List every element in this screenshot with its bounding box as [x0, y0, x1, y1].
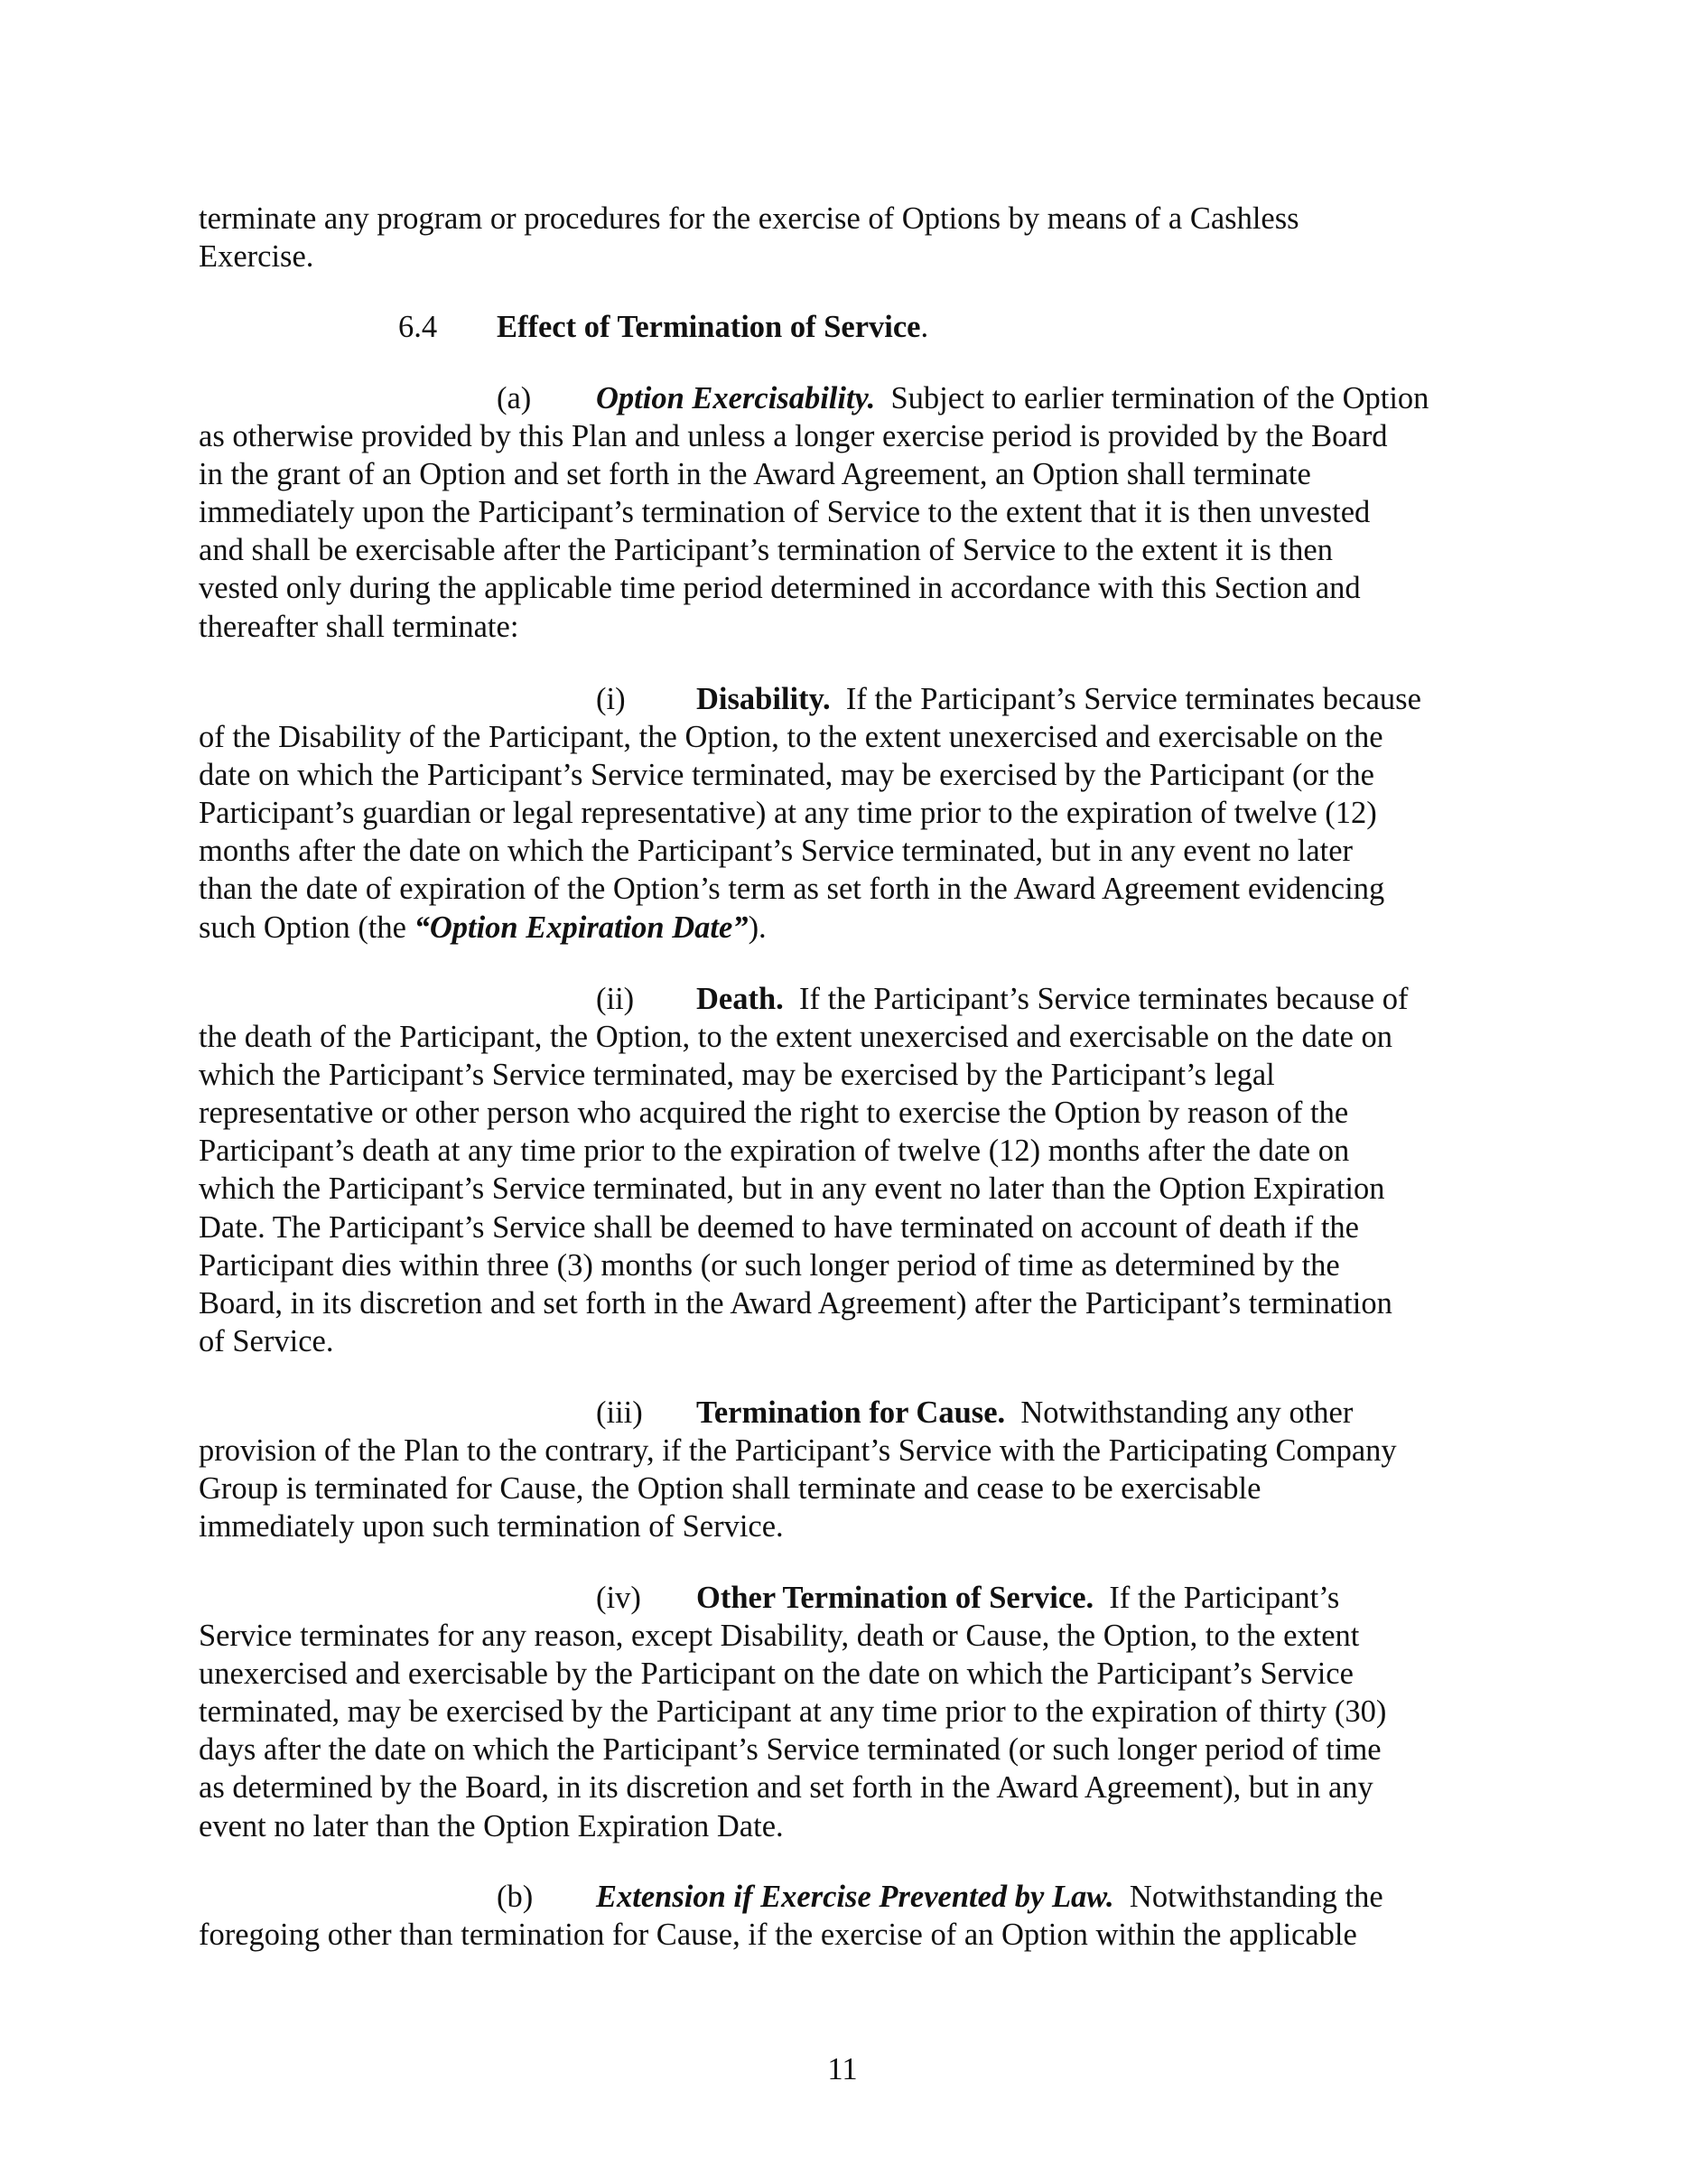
text-line: unexercised and exercisable by the Participant on the date on which the Participant’s Service: [199, 1657, 1354, 1692]
clause-i: [199, 680, 1499, 947]
text-line: as determined by the Board, in its discretion and set forth in the Award Agreement), but in any: [199, 1770, 1373, 1806]
clause-iii: [199, 1394, 1499, 1545]
clause-iv: [199, 1579, 1499, 1845]
text-line: and shall be exercisable after the Participant’s termination of Service to the extent it is then: [199, 533, 1333, 568]
text-line: date on which the Participant’s Service terminated, may be exercised by the Participant (or the: [199, 758, 1374, 793]
clause-number: (i): [596, 682, 626, 716]
subsection-number: (a): [497, 381, 532, 415]
text-line: immediately upon such termination of Service.: [199, 1509, 784, 1545]
text-line: Participant’s death at any time prior to the expiration of twelve (12) months after the date on: [199, 1134, 1350, 1169]
text-line: in the grant of an Option and set forth in the Award Agreement, an Option shall terminate: [199, 457, 1311, 492]
text-line: Notwithstanding the: [1129, 1880, 1383, 1914]
text-line: of Service.: [199, 1323, 334, 1358]
text-line: which the Participant’s Service terminated, may be exercised by the Participant’s legal: [199, 1058, 1275, 1093]
text-segment: ).: [748, 910, 767, 945]
text-line: Participant dies within three (3) months (or such longer period of time as determined by the: [199, 1247, 1340, 1283]
text-line: Participant’s guardian or legal representative) at any time prior to the expiration of twelve (12): [199, 796, 1377, 831]
text-line: which the Participant’s Service terminated, but in any event no later than the Option Expiration: [199, 1171, 1385, 1207]
text-line: event no later than the Option Expiration Date.: [199, 1808, 784, 1843]
clause-heading: Termination for Cause.: [696, 1395, 1006, 1430]
text-line: Board, in its discretion and set forth in the Award Agreement) after the Participant’s termination: [199, 1285, 1392, 1321]
text-line: If the Participant’s Service terminates because of: [799, 982, 1409, 1016]
text-line: terminate any program or procedures for the exercise of Options by means of a Cashless: [199, 201, 1299, 236]
text-line: Group is terminated for Cause, the Option shall terminate and cease to be exercisable: [199, 1471, 1261, 1507]
clause-heading: Disability.: [696, 682, 831, 716]
clause-ii: [199, 980, 1499, 1360]
text-line: provision of the Plan to the contrary, if the Participant’s Service with the Participating Company: [199, 1433, 1397, 1469]
text-line: as otherwise provided by this Plan and unless a longer exercise period is provided by the Board: [199, 419, 1388, 454]
section-title-punct: .: [920, 310, 929, 344]
subsection-b: [199, 1878, 1499, 1954]
text-line: If the Participant’s Service terminates because: [845, 682, 1421, 716]
text-line: Date. The Participant’s Service shall be deemed to have terminated on account of death if the: [199, 1209, 1359, 1245]
text-line: thereafter shall terminate:: [199, 609, 519, 644]
page-number: 11: [827, 2052, 858, 2086]
text-line: than the date of expiration of the Option’s term as set forth in the Award Agreement evidencing: [199, 872, 1385, 907]
text-segment: such Option (the: [199, 910, 414, 945]
section-title: Effect of Termination of Service: [497, 310, 921, 344]
text-line: Subject to earlier termination of the Option: [890, 381, 1429, 415]
text-line: terminated, may be exercised by the Participant at any time prior to the expiration of thirty (30): [199, 1694, 1387, 1730]
text-line: the death of the Participant, the Option, to the extent unexercised and exercisable on the date on: [199, 1020, 1393, 1055]
text-line: vested only during the applicable time period determined in accordance with this Section and: [199, 571, 1361, 606]
text-line: If the Participant’s: [1109, 1581, 1340, 1615]
clause-number: (iii): [596, 1395, 643, 1430]
clause-heading: Other Termination of Service.: [696, 1581, 1094, 1615]
clause-heading: Death.: [696, 982, 784, 1016]
text-line: representative or other person who acquired the right to exercise the Option by reason of the: [199, 1096, 1349, 1131]
text-line: days after the date on which the Participant’s Service terminated (or such longer period of time: [199, 1732, 1382, 1768]
subsection-heading: Extension if Exercise Prevented by Law.: [596, 1880, 1114, 1914]
clause-number: (ii): [596, 982, 635, 1016]
subsection-number: (b): [497, 1880, 534, 1914]
text-line: months after the date on which the Participant’s Service terminated, but in any event no later: [199, 834, 1354, 869]
text-line: Notwithstanding any other: [1020, 1395, 1354, 1430]
section-number: 6.4: [398, 310, 438, 344]
section-heading: [199, 308, 1499, 346]
text-line: foregoing other than termination for Cause, if the exercise of an Option within the applicable: [199, 1918, 1357, 1953]
text-line: Exercise.: [199, 239, 314, 275]
text-line: [199, 909, 1499, 947]
subsection-heading: Option Exercisability.: [596, 381, 876, 415]
subsection-a: [199, 379, 1499, 646]
text-line: of the Disability of the Participant, the Option, to the extent unexercised and exercisable on the: [199, 720, 1383, 755]
text-line: immediately upon the Participant’s termination of Service to the extent that it is then unvested: [199, 495, 1371, 530]
defined-term: “Option Expiration Date”: [414, 910, 749, 945]
clause-number: (iv): [596, 1581, 641, 1615]
intro-paragraph: [199, 200, 1499, 275]
text-line: Service terminates for any reason, except Disability, death or Cause, the Option, to the extent: [199, 1619, 1360, 1654]
